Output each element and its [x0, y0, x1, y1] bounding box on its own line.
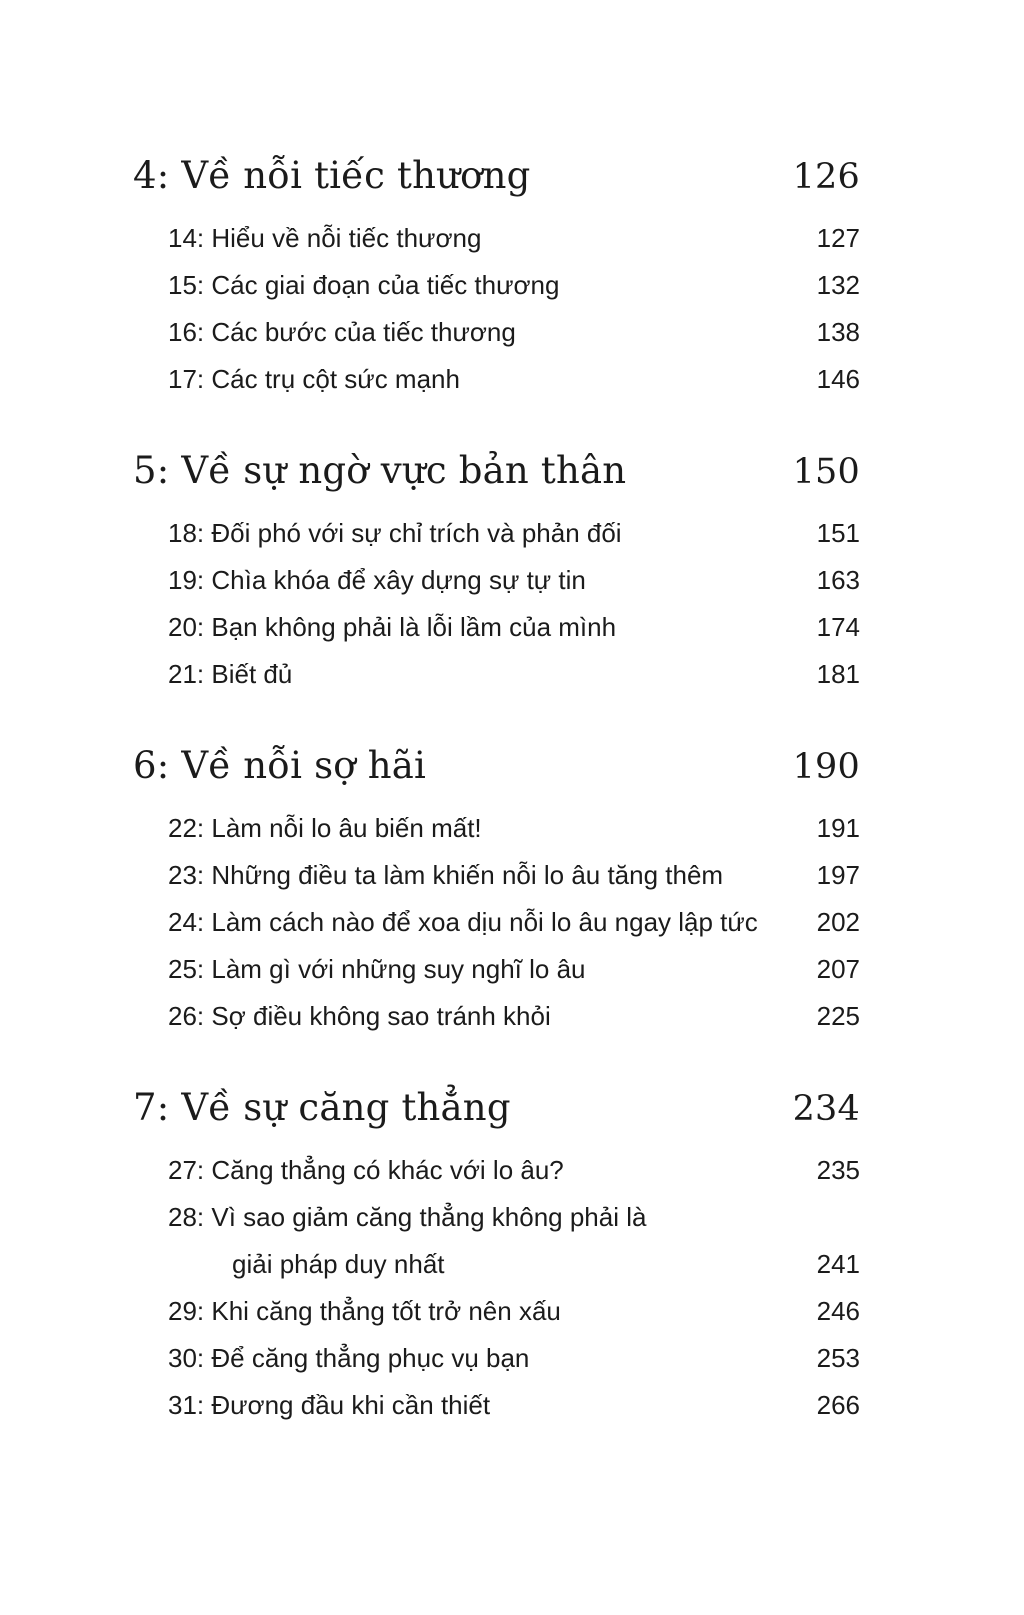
section-page-number: 190: [792, 747, 860, 787]
chapter-row: [133, 1335, 860, 1382]
chapter-title-continued: giải pháp duy nhất: [232, 1249, 445, 1279]
chapter-row: [133, 651, 860, 698]
chapter-page-number: 174: [816, 612, 860, 642]
chapter-row: [133, 356, 860, 403]
section-title: 4: Về nỗi tiếc thương: [133, 154, 531, 197]
chapter-row: [133, 604, 860, 651]
chapter-page-number: 197: [816, 860, 860, 890]
chapter-title: 28: Vì sao giảm căng thẳng không phải là: [168, 1202, 647, 1232]
chapter-title: 29: Khi căng thẳng tốt trở nên xấu: [168, 1296, 561, 1326]
chapter-title: 30: Để căng thẳng phục vụ bạn: [168, 1343, 530, 1373]
chapter-list: [133, 805, 860, 1040]
section-page-number: 234: [792, 1089, 860, 1129]
chapter-title: 17: Các trụ cột sức mạnh: [168, 364, 460, 394]
chapter-page-number: 146: [816, 364, 860, 394]
chapter-title: 18: Đối phó với sự chỉ trích và phản đối: [168, 518, 622, 548]
chapter-list: [133, 215, 860, 403]
section-page-number: 126: [792, 157, 860, 197]
chapter-page-number: 235: [816, 1155, 860, 1185]
chapter-page-number: 253: [816, 1343, 860, 1373]
chapter-page-number: 127: [816, 223, 860, 253]
chapter-row: [133, 852, 860, 899]
chapter-row: [133, 899, 860, 946]
section-heading-row: [133, 1084, 860, 1133]
chapter-row: [133, 1382, 860, 1429]
chapter-page-number: 138: [816, 317, 860, 347]
toc-section: [133, 742, 860, 1040]
chapter-row: [133, 1147, 860, 1194]
chapter-title: 24: Làm cách nào để xoa dịu nỗi lo âu ngay lập tức: [168, 907, 758, 937]
chapter-row: [133, 557, 860, 604]
chapter-row: [133, 215, 860, 262]
chapter-row: [133, 1194, 860, 1288]
chapter-page-number: 241: [816, 1249, 860, 1279]
chapter-page-number: 225: [816, 1001, 860, 1031]
chapter-page-number: 191: [816, 813, 860, 843]
chapter-row: [133, 309, 860, 356]
section-heading-row: [133, 152, 860, 201]
table-of-contents: [133, 152, 860, 1429]
chapter-list: [133, 510, 860, 698]
toc-section: [133, 152, 860, 403]
chapter-title: 23: Những điều ta làm khiến nỗi lo âu tăng thêm: [168, 860, 724, 890]
chapter-page-number: 163: [816, 565, 860, 595]
chapter-continuation-row: [133, 1241, 860, 1288]
chapter-title: 26: Sợ điều không sao tránh khỏi: [168, 1001, 551, 1031]
chapter-page-number: 202: [816, 907, 860, 937]
chapter-page-number: 207: [816, 954, 860, 984]
chapter-row: [133, 993, 860, 1040]
section-title: 6: Về nỗi sợ hãi: [133, 744, 427, 787]
chapter-page-number: 266: [816, 1390, 860, 1420]
section-heading-row: [133, 742, 860, 791]
chapter-row: [133, 262, 860, 309]
section-heading-row: [133, 447, 860, 496]
chapter-list: [133, 1147, 860, 1429]
chapter-page-number: 132: [816, 270, 860, 300]
chapter-page-number: 181: [816, 659, 860, 689]
chapter-title: 25: Làm gì với những suy nghĩ lo âu: [168, 954, 586, 984]
toc-section: [133, 1084, 860, 1429]
chapter-page-number: 246: [816, 1296, 860, 1326]
chapter-title: 15: Các giai đoạn của tiếc thương: [168, 270, 560, 300]
chapter-row: [133, 946, 860, 993]
chapter-title: 16: Các bước của tiếc thương: [168, 317, 516, 347]
section-title: 7: Về sự căng thẳng: [133, 1086, 511, 1129]
chapter-row: [133, 510, 860, 557]
section-title: 5: Về sự ngờ vực bản thân: [133, 449, 627, 492]
toc-section: [133, 447, 860, 698]
chapter-page-number: 151: [816, 518, 860, 548]
chapter-title: 22: Làm nỗi lo âu biến mất!: [168, 813, 482, 843]
chapter-title: 14: Hiểu về nỗi tiếc thương: [168, 223, 482, 253]
chapter-title: 20: Bạn không phải là lỗi lầm của mình: [168, 612, 617, 642]
chapter-title: 21: Biết đủ: [168, 659, 293, 689]
chapter-title: 31: Đương đầu khi cần thiết: [168, 1390, 491, 1420]
section-page-number: 150: [792, 452, 860, 492]
chapter-title: 19: Chìa khóa để xây dựng sự tự tin: [168, 565, 586, 595]
chapter-row: [133, 805, 860, 852]
chapter-row: [133, 1288, 860, 1335]
chapter-title: 27: Căng thẳng có khác với lo âu?: [168, 1155, 564, 1185]
